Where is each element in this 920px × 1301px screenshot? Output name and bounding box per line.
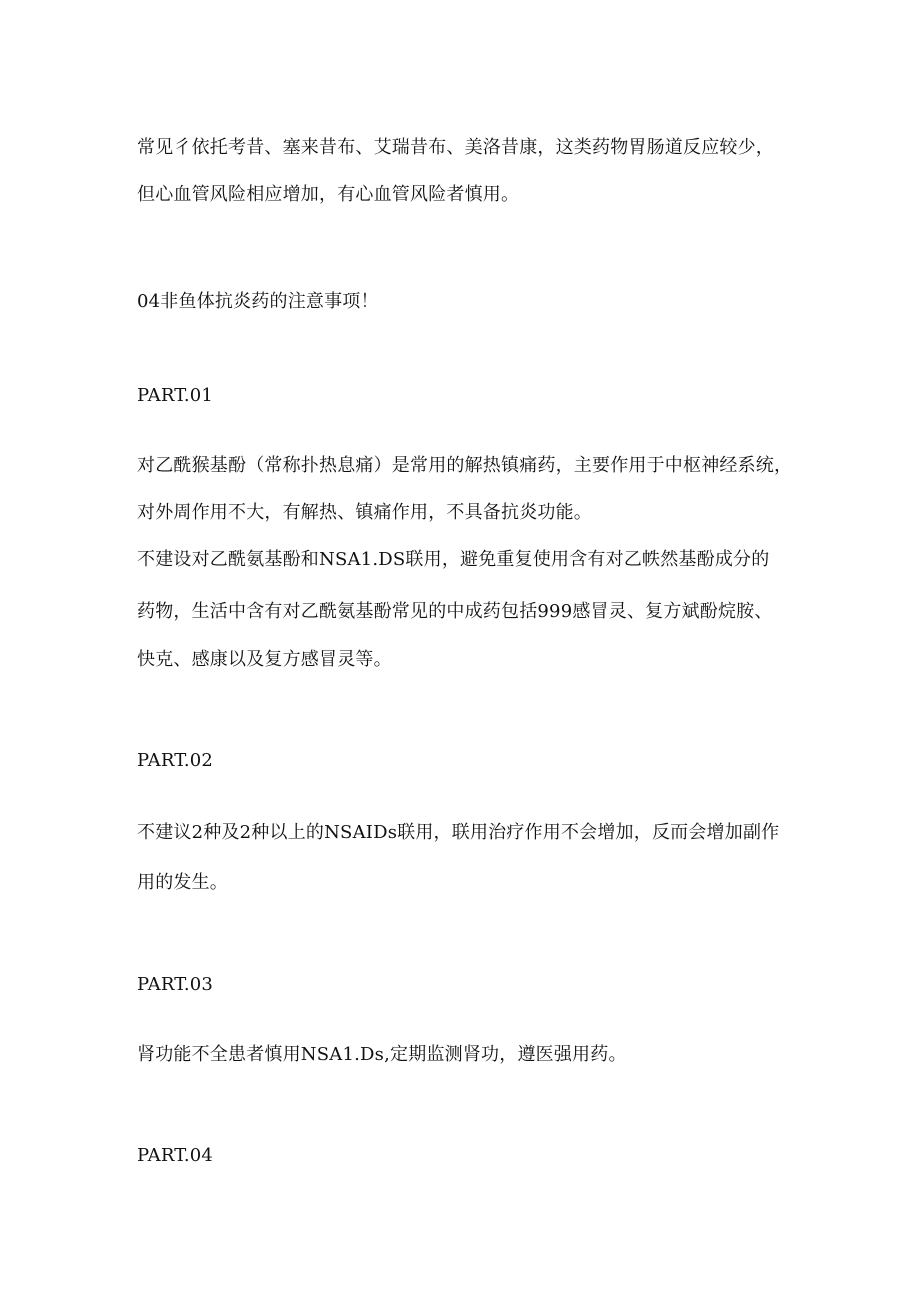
paragraph-line: 常见彳依托考昔、塞来昔布、艾瑞昔布、美洛昔康，这类药物胃肠道反应较少， bbox=[137, 137, 774, 158]
paragraph-line: 用的发生。 bbox=[137, 872, 228, 893]
paragraph-line: 对乙酰猴基酚（常称扑热息痛）是常用的解热镇痛药，主要作用于中枢神经系统， bbox=[137, 455, 793, 476]
paragraph-line: 肾功能不全患者慎用NSA1.Ds,定期监测肾功，遵医强用药。 bbox=[137, 1044, 627, 1065]
paragraph-line: 药物，生活中含有对乙酰氨基酚常见的中成药包括999感冒灵、复方斌酚烷胺、 bbox=[137, 601, 773, 622]
paragraph-line: 对外周作用不大，有解热、镇痛作用，不具备抗炎功能。 bbox=[137, 502, 592, 523]
part-heading: PART.02 bbox=[137, 750, 214, 771]
section-title: 04非鱼体抗炎药的注意事项！ bbox=[137, 291, 379, 312]
paragraph-line: 不建议2种及2种以上的NSAIDs联用，联用治疗作用不会增加，反而会增加副作 bbox=[137, 822, 780, 843]
part-heading: PART.03 bbox=[137, 974, 214, 995]
part-heading: PART.01 bbox=[137, 385, 214, 406]
paragraph-line: 快克、感康以及复方感冒灵等。 bbox=[137, 649, 392, 670]
part-heading: PART.04 bbox=[137, 1145, 214, 1166]
paragraph-line: 但心血管风险相应增加，有心血管风险者慎用。 bbox=[137, 184, 520, 205]
paragraph-line: 不建设对乙酰氨基酚和NSA1.DS联用，避免重复使用含有对乙帙然基酚成分的 bbox=[137, 549, 770, 570]
